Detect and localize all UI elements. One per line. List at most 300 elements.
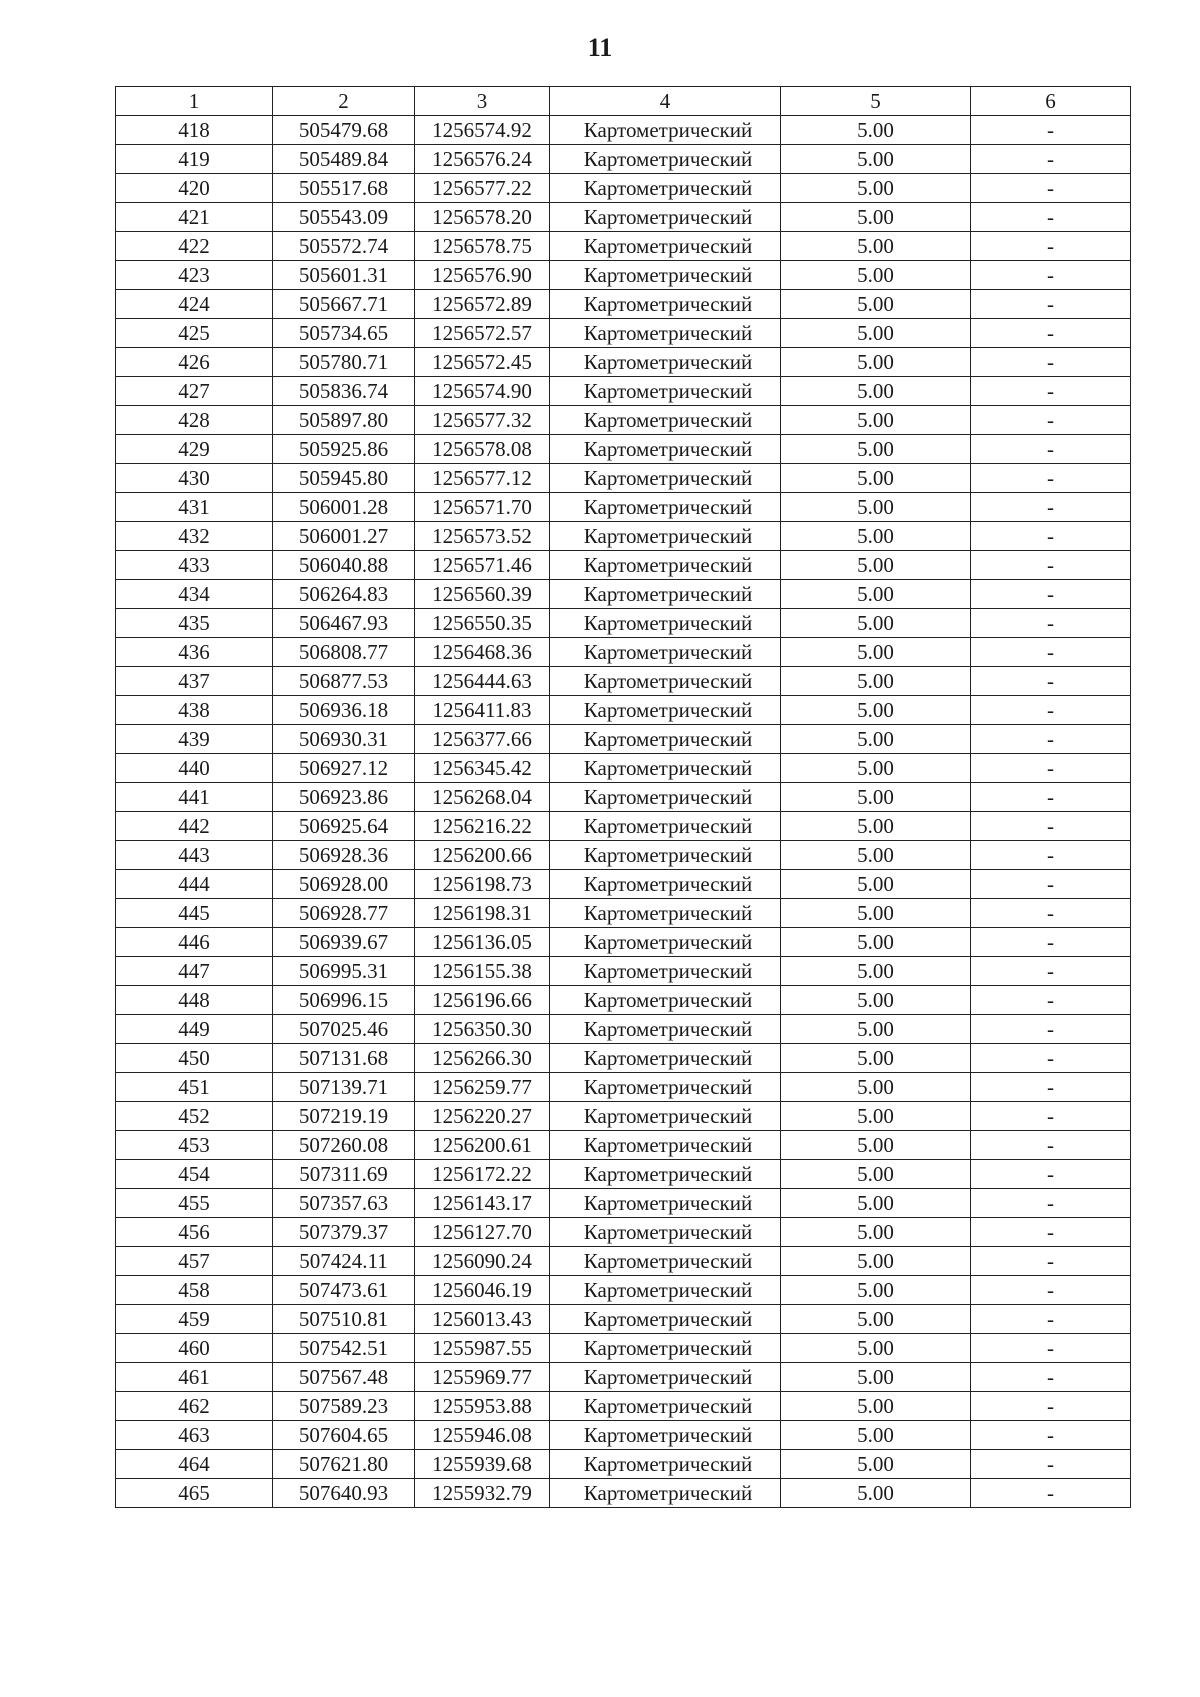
cell-method: Картометрический: [550, 870, 781, 899]
table-row: [116, 812, 1131, 841]
cell-description: -: [971, 1015, 1131, 1044]
cell-coord-x: 505897.80: [273, 406, 415, 435]
cell-coord-y: 1256198.73: [415, 870, 550, 899]
cell-method: Картометрический: [550, 1334, 781, 1363]
column-header-4: 4: [550, 87, 781, 116]
cell-coord-y: 1256574.92: [415, 116, 550, 145]
cell-point-number: 443: [116, 841, 273, 870]
cell-point-number: 435: [116, 609, 273, 638]
cell-coord-x: 506877.53: [273, 667, 415, 696]
cell-accuracy: 5.00: [781, 1479, 971, 1508]
cell-method: Картометрический: [550, 725, 781, 754]
cell-coord-x: 507473.61: [273, 1276, 415, 1305]
cell-coord-y: 1256468.36: [415, 638, 550, 667]
cell-description: -: [971, 1479, 1131, 1508]
cell-description: -: [971, 725, 1131, 754]
cell-point-number: 457: [116, 1247, 273, 1276]
cell-description: -: [971, 1421, 1131, 1450]
cell-description: -: [971, 841, 1131, 870]
cell-coord-x: 505780.71: [273, 348, 415, 377]
cell-accuracy: 5.00: [781, 783, 971, 812]
cell-point-number: 442: [116, 812, 273, 841]
cell-point-number: 439: [116, 725, 273, 754]
cell-point-number: 465: [116, 1479, 273, 1508]
cell-coord-y: 1256560.39: [415, 580, 550, 609]
cell-method: Картометрический: [550, 986, 781, 1015]
cell-point-number: 462: [116, 1392, 273, 1421]
table-row: [116, 667, 1131, 696]
header-row: [116, 87, 1131, 116]
table-row: [116, 232, 1131, 261]
cell-coord-y: 1256578.20: [415, 203, 550, 232]
cell-accuracy: 5.00: [781, 841, 971, 870]
cell-accuracy: 5.00: [781, 870, 971, 899]
table-row: [116, 580, 1131, 609]
table-row: [116, 986, 1131, 1015]
cell-coord-x: 505479.68: [273, 116, 415, 145]
cell-description: -: [971, 1305, 1131, 1334]
cell-description: -: [971, 493, 1131, 522]
cell-coord-y: 1256550.35: [415, 609, 550, 638]
cell-coord-x: 505601.31: [273, 261, 415, 290]
cell-point-number: 423: [116, 261, 273, 290]
cell-point-number: 449: [116, 1015, 273, 1044]
table-row: [116, 435, 1131, 464]
cell-accuracy: 5.00: [781, 232, 971, 261]
cell-accuracy: 5.00: [781, 377, 971, 406]
cell-description: -: [971, 638, 1131, 667]
cell-description: -: [971, 667, 1131, 696]
cell-accuracy: 5.00: [781, 638, 971, 667]
cell-coord-x: 507510.81: [273, 1305, 415, 1334]
cell-method: Картометрический: [550, 1189, 781, 1218]
cell-point-number: 440: [116, 754, 273, 783]
cell-point-number: 429: [116, 435, 273, 464]
table-row: [116, 1247, 1131, 1276]
cell-accuracy: 5.00: [781, 1392, 971, 1421]
cell-method: Картометрический: [550, 1131, 781, 1160]
table-row: [116, 348, 1131, 377]
cell-accuracy: 5.00: [781, 1073, 971, 1102]
cell-coord-x: 507640.93: [273, 1479, 415, 1508]
cell-description: -: [971, 348, 1131, 377]
cell-coord-y: 1256350.30: [415, 1015, 550, 1044]
cell-accuracy: 5.00: [781, 406, 971, 435]
cell-accuracy: 5.00: [781, 348, 971, 377]
cell-method: Картометрический: [550, 638, 781, 667]
cell-coord-x: 507621.80: [273, 1450, 415, 1479]
cell-coord-y: 1256572.57: [415, 319, 550, 348]
cell-point-number: 436: [116, 638, 273, 667]
cell-description: -: [971, 116, 1131, 145]
table-row: [116, 1044, 1131, 1073]
cell-description: -: [971, 580, 1131, 609]
cell-accuracy: 5.00: [781, 1044, 971, 1073]
cell-accuracy: 5.00: [781, 464, 971, 493]
table-row: [116, 1450, 1131, 1479]
cell-coord-y: 1256444.63: [415, 667, 550, 696]
cell-accuracy: 5.00: [781, 1189, 971, 1218]
cell-method: Картометрический: [550, 1450, 781, 1479]
cell-coord-x: 506264.83: [273, 580, 415, 609]
cell-description: -: [971, 203, 1131, 232]
cell-coord-y: 1256578.08: [415, 435, 550, 464]
cell-coord-y: 1256571.46: [415, 551, 550, 580]
cell-point-number: 455: [116, 1189, 273, 1218]
cell-accuracy: 5.00: [781, 1247, 971, 1276]
cell-coord-y: 1255932.79: [415, 1479, 550, 1508]
cell-point-number: 445: [116, 899, 273, 928]
cell-coord-x: 505489.84: [273, 145, 415, 174]
cell-point-number: 441: [116, 783, 273, 812]
cell-coord-y: 1256090.24: [415, 1247, 550, 1276]
cell-coord-y: 1256220.27: [415, 1102, 550, 1131]
cell-point-number: 422: [116, 232, 273, 261]
cell-coord-x: 507311.69: [273, 1160, 415, 1189]
table-row: [116, 522, 1131, 551]
cell-coord-y: 1256578.75: [415, 232, 550, 261]
cell-accuracy: 5.00: [781, 203, 971, 232]
cell-accuracy: 5.00: [781, 812, 971, 841]
cell-point-number: 444: [116, 870, 273, 899]
cell-method: Картометрический: [550, 899, 781, 928]
table-row: [116, 754, 1131, 783]
cell-point-number: 464: [116, 1450, 273, 1479]
cell-coord-y: 1256268.04: [415, 783, 550, 812]
cell-coord-x: 507424.11: [273, 1247, 415, 1276]
cell-accuracy: 5.00: [781, 174, 971, 203]
table-row: [116, 1218, 1131, 1247]
cell-description: -: [971, 609, 1131, 638]
cell-point-number: 458: [116, 1276, 273, 1305]
cell-coord-y: 1255946.08: [415, 1421, 550, 1450]
cell-coord-x: 507025.46: [273, 1015, 415, 1044]
cell-coord-y: 1256573.52: [415, 522, 550, 551]
page-number: 11: [587, 33, 613, 62]
cell-accuracy: 5.00: [781, 899, 971, 928]
cell-method: Картометрический: [550, 812, 781, 841]
cell-method: Картометрический: [550, 1363, 781, 1392]
table-row: [116, 1131, 1131, 1160]
cell-coord-x: 505667.71: [273, 290, 415, 319]
cell-accuracy: 5.00: [781, 435, 971, 464]
table-row: [116, 261, 1131, 290]
cell-point-number: 454: [116, 1160, 273, 1189]
cell-coord-y: 1256259.77: [415, 1073, 550, 1102]
cell-method: Картометрический: [550, 1479, 781, 1508]
cell-coord-y: 1256155.38: [415, 957, 550, 986]
cell-accuracy: 5.00: [781, 551, 971, 580]
cell-description: -: [971, 232, 1131, 261]
cell-accuracy: 5.00: [781, 725, 971, 754]
table-row: [116, 696, 1131, 725]
cell-coord-y: 1256411.83: [415, 696, 550, 725]
cell-coord-x: 505836.74: [273, 377, 415, 406]
cell-point-number: 451: [116, 1073, 273, 1102]
cell-method: Картометрический: [550, 406, 781, 435]
cell-coord-x: 507567.48: [273, 1363, 415, 1392]
cell-coord-x: 506930.31: [273, 725, 415, 754]
table-row: [116, 1189, 1131, 1218]
table-row: [116, 870, 1131, 899]
cell-point-number: 463: [116, 1421, 273, 1450]
cell-coord-x: 505517.68: [273, 174, 415, 203]
cell-coord-y: 1256200.66: [415, 841, 550, 870]
cell-description: -: [971, 754, 1131, 783]
table-row: [116, 1421, 1131, 1450]
cell-description: -: [971, 1102, 1131, 1131]
cell-method: Картометрический: [550, 232, 781, 261]
cell-point-number: 456: [116, 1218, 273, 1247]
cell-description: -: [971, 1218, 1131, 1247]
cell-description: -: [971, 1334, 1131, 1363]
cell-coord-y: 1256172.22: [415, 1160, 550, 1189]
cell-accuracy: 5.00: [781, 754, 971, 783]
cell-coord-y: 1256266.30: [415, 1044, 550, 1073]
cell-point-number: 453: [116, 1131, 273, 1160]
cell-coord-y: 1255953.88: [415, 1392, 550, 1421]
cell-point-number: 431: [116, 493, 273, 522]
cell-description: -: [971, 783, 1131, 812]
table-row: [116, 1334, 1131, 1363]
cell-coord-x: 507260.08: [273, 1131, 415, 1160]
cell-coord-y: 1256577.12: [415, 464, 550, 493]
cell-method: Картометрический: [550, 1160, 781, 1189]
cell-coord-x: 506939.67: [273, 928, 415, 957]
cell-accuracy: 5.00: [781, 1276, 971, 1305]
table-row: [116, 1073, 1131, 1102]
cell-accuracy: 5.00: [781, 1334, 971, 1363]
cell-point-number: 446: [116, 928, 273, 957]
coordinates-table: [115, 86, 1131, 1508]
cell-method: Картометрический: [550, 522, 781, 551]
cell-point-number: 448: [116, 986, 273, 1015]
cell-coord-y: 1256577.32: [415, 406, 550, 435]
cell-coord-x: 506936.18: [273, 696, 415, 725]
cell-description: -: [971, 522, 1131, 551]
cell-coord-x: 506923.86: [273, 783, 415, 812]
table-row: [116, 1276, 1131, 1305]
cell-description: -: [971, 1131, 1131, 1160]
cell-description: -: [971, 1189, 1131, 1218]
cell-description: -: [971, 435, 1131, 464]
table-row: [116, 116, 1131, 145]
table-row: [116, 377, 1131, 406]
table-row: [116, 957, 1131, 986]
cell-description: -: [971, 1247, 1131, 1276]
table-row: [116, 145, 1131, 174]
cell-point-number: 425: [116, 319, 273, 348]
table-row: [116, 725, 1131, 754]
cell-coord-x: 507219.19: [273, 1102, 415, 1131]
cell-point-number: 430: [116, 464, 273, 493]
cell-coord-x: 506995.31: [273, 957, 415, 986]
cell-accuracy: 5.00: [781, 290, 971, 319]
cell-method: Картометрический: [550, 116, 781, 145]
cell-point-number: 426: [116, 348, 273, 377]
cell-accuracy: 5.00: [781, 1160, 971, 1189]
table-row: [116, 783, 1131, 812]
cell-coord-y: 1256013.43: [415, 1305, 550, 1334]
cell-accuracy: 5.00: [781, 261, 971, 290]
table-row: [116, 406, 1131, 435]
cell-point-number: 434: [116, 580, 273, 609]
cell-coord-y: 1256196.66: [415, 986, 550, 1015]
cell-description: -: [971, 551, 1131, 580]
cell-description: -: [971, 870, 1131, 899]
cell-coord-y: 1256571.70: [415, 493, 550, 522]
cell-point-number: 424: [116, 290, 273, 319]
cell-method: Картометрический: [550, 464, 781, 493]
cell-point-number: 432: [116, 522, 273, 551]
cell-point-number: 418: [116, 116, 273, 145]
cell-accuracy: 5.00: [781, 667, 971, 696]
cell-description: -: [971, 290, 1131, 319]
cell-coord-x: 505925.86: [273, 435, 415, 464]
column-header-2: 2: [273, 87, 415, 116]
cell-description: -: [971, 174, 1131, 203]
cell-method: Картометрический: [550, 1421, 781, 1450]
cell-method: Картометрический: [550, 377, 781, 406]
cell-coord-y: 1256136.05: [415, 928, 550, 957]
cell-method: Картометрический: [550, 1073, 781, 1102]
cell-accuracy: 5.00: [781, 1015, 971, 1044]
table-row: [116, 841, 1131, 870]
cell-description: -: [971, 957, 1131, 986]
cell-accuracy: 5.00: [781, 1363, 971, 1392]
cell-coord-y: 1256572.45: [415, 348, 550, 377]
cell-method: Картометрический: [550, 261, 781, 290]
table-row: [116, 1015, 1131, 1044]
cell-description: -: [971, 319, 1131, 348]
cell-method: Картометрический: [550, 754, 781, 783]
cell-coord-y: 1256046.19: [415, 1276, 550, 1305]
cell-point-number: 427: [116, 377, 273, 406]
cell-description: -: [971, 986, 1131, 1015]
cell-coord-x: 506001.28: [273, 493, 415, 522]
cell-accuracy: 5.00: [781, 1131, 971, 1160]
cell-description: -: [971, 1160, 1131, 1189]
cell-point-number: 450: [116, 1044, 273, 1073]
table-row: [116, 1392, 1131, 1421]
cell-description: -: [971, 377, 1131, 406]
cell-accuracy: 5.00: [781, 1305, 971, 1334]
cell-coord-x: 505572.74: [273, 232, 415, 261]
cell-coord-x: 506927.12: [273, 754, 415, 783]
table-row: [116, 1363, 1131, 1392]
cell-coord-y: 1256377.66: [415, 725, 550, 754]
cell-coord-y: 1256216.22: [415, 812, 550, 841]
table-row: [116, 1479, 1131, 1508]
table-body: [116, 116, 1131, 1508]
table-row: [116, 1305, 1131, 1334]
cell-method: Картометрический: [550, 928, 781, 957]
cell-description: -: [971, 812, 1131, 841]
cell-coord-y: 1256572.89: [415, 290, 550, 319]
cell-coord-x: 506001.27: [273, 522, 415, 551]
cell-method: Картометрический: [550, 1218, 781, 1247]
cell-accuracy: 5.00: [781, 580, 971, 609]
cell-point-number: 437: [116, 667, 273, 696]
cell-accuracy: 5.00: [781, 145, 971, 174]
table-row: [116, 1102, 1131, 1131]
cell-point-number: 461: [116, 1363, 273, 1392]
cell-coord-y: 1256576.24: [415, 145, 550, 174]
cell-description: -: [971, 1276, 1131, 1305]
cell-accuracy: 5.00: [781, 986, 971, 1015]
cell-method: Картометрический: [550, 1305, 781, 1334]
cell-coord-y: 1256576.90: [415, 261, 550, 290]
cell-coord-y: 1256127.70: [415, 1218, 550, 1247]
cell-accuracy: 5.00: [781, 1102, 971, 1131]
cell-description: -: [971, 1044, 1131, 1073]
cell-coord-y: 1256143.17: [415, 1189, 550, 1218]
cell-method: Картометрический: [550, 290, 781, 319]
cell-point-number: 421: [116, 203, 273, 232]
cell-method: Картометрический: [550, 203, 781, 232]
cell-method: Картометрический: [550, 696, 781, 725]
cell-point-number: 433: [116, 551, 273, 580]
cell-coord-x: 506925.64: [273, 812, 415, 841]
cell-point-number: 428: [116, 406, 273, 435]
cell-accuracy: 5.00: [781, 696, 971, 725]
table-row: [116, 1160, 1131, 1189]
cell-accuracy: 5.00: [781, 116, 971, 145]
table-row: [116, 609, 1131, 638]
cell-point-number: 459: [116, 1305, 273, 1334]
cell-accuracy: 5.00: [781, 1450, 971, 1479]
cell-coord-y: 1256577.22: [415, 174, 550, 203]
table-row: [116, 493, 1131, 522]
cell-coord-x: 507357.63: [273, 1189, 415, 1218]
cell-method: Картометрический: [550, 667, 781, 696]
cell-coord-x: 507379.37: [273, 1218, 415, 1247]
cell-coord-x: 506928.36: [273, 841, 415, 870]
cell-coord-y: 1256198.31: [415, 899, 550, 928]
cell-coord-x: 505543.09: [273, 203, 415, 232]
cell-description: -: [971, 899, 1131, 928]
cell-method: Картометрический: [550, 348, 781, 377]
cell-method: Картометрический: [550, 1276, 781, 1305]
column-header-1: 1: [116, 87, 273, 116]
cell-coord-x: 505734.65: [273, 319, 415, 348]
cell-coord-x: 506928.77: [273, 899, 415, 928]
cell-description: -: [971, 1450, 1131, 1479]
cell-point-number: 438: [116, 696, 273, 725]
table-header: [116, 87, 1131, 116]
cell-coord-x: 506996.15: [273, 986, 415, 1015]
cell-method: Картометрический: [550, 319, 781, 348]
cell-accuracy: 5.00: [781, 928, 971, 957]
cell-point-number: 460: [116, 1334, 273, 1363]
cell-accuracy: 5.00: [781, 493, 971, 522]
cell-method: Картометрический: [550, 1247, 781, 1276]
cell-coord-x: 506808.77: [273, 638, 415, 667]
cell-method: Картометрический: [550, 580, 781, 609]
cell-method: Картометрический: [550, 957, 781, 986]
cell-method: Картометрический: [550, 435, 781, 464]
table-row: [116, 899, 1131, 928]
cell-accuracy: 5.00: [781, 609, 971, 638]
cell-method: Картометрический: [550, 145, 781, 174]
cell-coord-x: 506040.88: [273, 551, 415, 580]
cell-method: Картометрический: [550, 174, 781, 203]
cell-description: -: [971, 464, 1131, 493]
cell-description: -: [971, 1392, 1131, 1421]
cell-description: -: [971, 928, 1131, 957]
column-header-3: 3: [415, 87, 550, 116]
cell-coord-x: 507542.51: [273, 1334, 415, 1363]
